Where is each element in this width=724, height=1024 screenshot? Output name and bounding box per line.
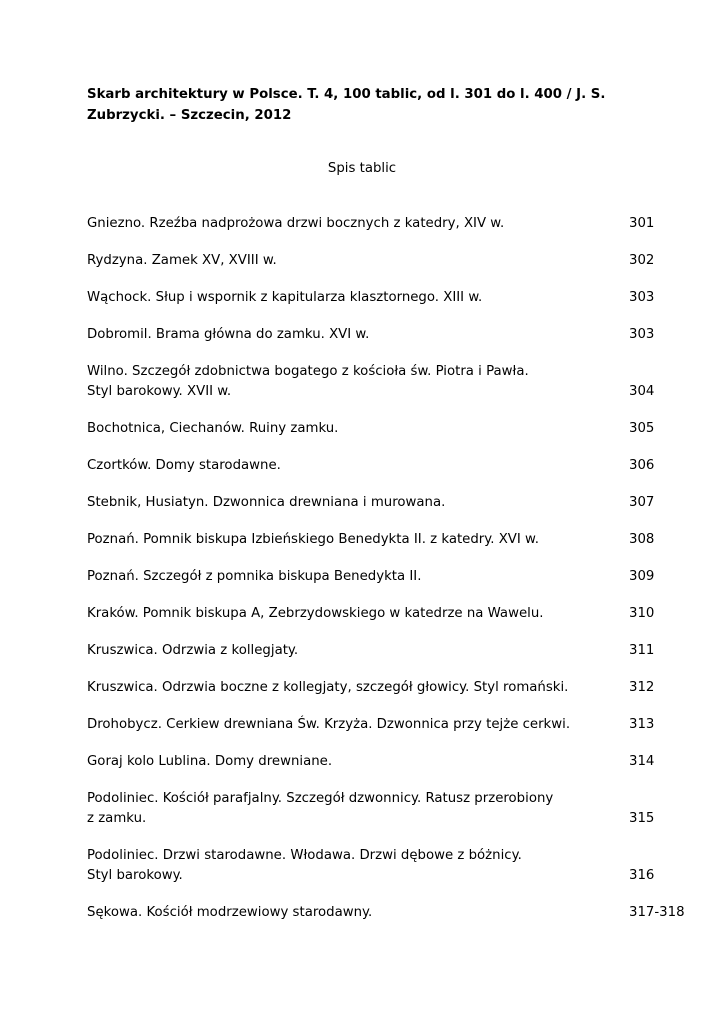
toc-entry-title: Rydzyna. Zamek XV, XVIII w. [87,253,277,268]
toc-entry [87,214,687,234]
toc-entry-page: 312 [629,680,655,695]
toc-entry [87,251,687,271]
toc-entry-page: 305 [629,421,655,436]
toc-entry-page: 302 [629,253,655,268]
toc-entry-title: Wąchock. Słup i wspornik z kapitularza klasztornego. XIII w. [87,290,483,305]
toc-entry [87,641,687,661]
toc-entry-title: Kruszwica. Odrzwia z kollegjaty. [87,643,299,658]
toc-entry-title: Kraków. Pomnik biskupa A, Zebrzydowskiego w katedrze na Wawelu. [87,606,544,621]
toc-entry [87,715,687,735]
toc-entry-page: 315 [629,811,655,826]
toc-entry-title: Stebnik, Husiatyn. Dzwonnica drewniana i murowana. [87,495,446,510]
toc-entry [87,903,687,923]
toc-entry-page: 303 [629,327,655,342]
toc-entry-page: 314 [629,754,655,769]
toc-entry [87,530,687,550]
toc-entry-page: 316 [629,868,655,883]
toc-entry [87,567,687,587]
toc-entry-title: Podoliniec. Kościół parafjalny. Szczegół dzwonnicy. Ratusz przerobiony z zamku. [87,791,554,826]
toc-entry [87,325,687,345]
toc-entry-page: 310 [629,606,655,621]
toc-entry-page: 303 [629,290,655,305]
toc-entry-page: 309 [629,569,655,584]
toc-entry-page: 307 [629,495,655,510]
toc-entry-page: 308 [629,532,655,547]
toc-entry-page: 311 [629,643,655,658]
table-of-contents [87,214,687,940]
toc-entry-title: Drohobycz. Cerkiew drewniana Św. Krzyża. Dzwonnica przy tejże cerkwi. [87,717,571,732]
toc-entry-title: Kruszwica. Odrzwia boczne z kollegjaty, szczegół głowicy. Styl romański. [87,680,569,695]
toc-entry-page: 301 [629,216,655,231]
toc-entry-title: Poznań. Szczegół z pomnika biskupa Benedykta II. [87,569,422,584]
toc-entry [87,456,687,476]
toc-entry [87,678,687,698]
toc-entry-page: 313 [629,717,655,732]
toc-entry-title: Wilno. Szczegół zdobnictwa bogatego z kościoła św. Piotra i Pawła. Styl barokowy. XVII w. [87,364,529,399]
toc-entry [87,789,687,829]
toc-entry [87,288,687,308]
toc-entry-title: Podoliniec. Drzwi starodawne. Włodawa. Drzwi dębowe z bóżnicy. Styl barokowy. [87,848,522,883]
toc-entry [87,604,687,624]
toc-entry [87,362,687,402]
document-subtitle: Spis tablic [327,161,397,176]
toc-entry-page: 304 [629,384,655,399]
toc-entry [87,846,687,886]
toc-entry [87,752,687,772]
document-header: Skarb architektury w Polsce. T. 4, 100 tablic, od l. 301 do l. 400 / J. S. Zubrzycki. – Szczecin, 2012 [87,87,606,123]
toc-entry [87,493,687,513]
toc-entry-title: Czortków. Domy starodawne. [87,458,281,473]
toc-entry-title: Bochotnica, Ciechanów. Ruiny zamku. [87,421,339,436]
toc-entry-page: 317-318 [629,905,685,920]
toc-entry [87,419,687,439]
toc-entry-title: Gniezno. Rzeźba nadprożowa drzwi bocznych z katedry, XIV w. [87,216,505,231]
toc-entry-title: Poznań. Pomnik biskupa Izbieńskiego Benedykta II. z katedry. XVI w. [87,532,539,547]
toc-entry-page: 306 [629,458,655,473]
toc-entry-title: Sękowa. Kościół modrzewiowy starodawny. [87,905,373,920]
toc-entry-title: Dobromil. Brama główna do zamku. XVI w. [87,327,370,342]
toc-entry-title: Goraj kolo Lublina. Domy drewniane. [87,754,333,769]
